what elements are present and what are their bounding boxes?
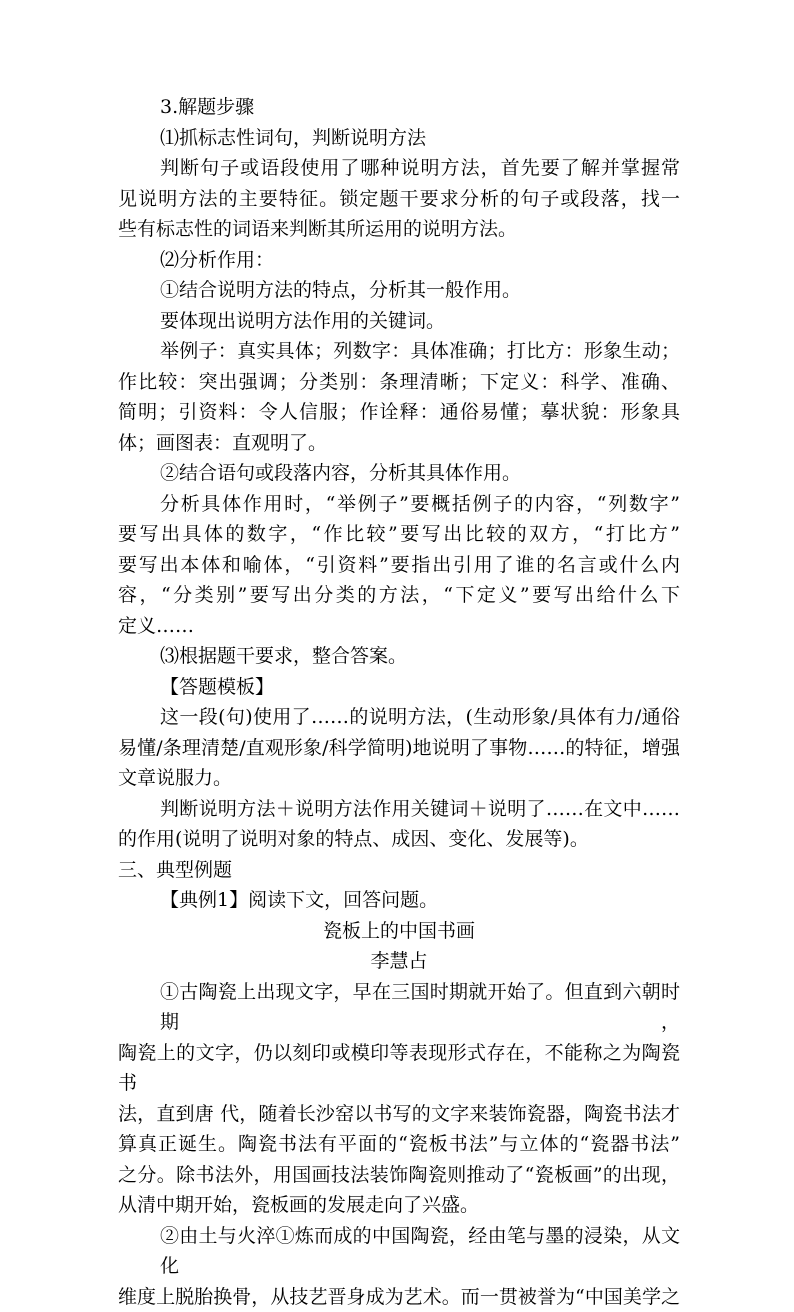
text-line: 瓷板上的中国书画 — [118, 916, 680, 947]
text-line: 陶瓷上的文字，仍以刻印或模印等表现形式存在，不能称之为陶瓷书 — [118, 1038, 680, 1099]
text-line: 三、典型例题 — [118, 855, 680, 886]
text-line: 【答题模板】 — [118, 672, 680, 703]
text-line: ⑶根据题干要求，整合答案。 — [118, 641, 680, 672]
text-line: 之分。除书法外，用国画技法装饰陶瓷则推动了“瓷板画”的出现， — [118, 1160, 680, 1191]
text-line: 文章说服力。 — [118, 763, 680, 794]
text-line: 见说明方法的主要特征。锁定题干要求分析的句子或段落，找一 — [118, 184, 680, 215]
text-line: 这一段(句)使用了……的说明方法，(生动形象/具体有力/通俗 — [118, 702, 680, 733]
document-body — [118, 92, 680, 1312]
text-line: 易懂/条理清楚/直观形象/科学简明)地说明了事物……的特征，增强 — [118, 733, 680, 764]
text-line: 容，“分类别”要写出分类的方法，“下定义”要写出给什么下 — [118, 580, 680, 611]
text-line: 举例子：真实具体；列数字：具体准确；打比方：形象生动； — [118, 336, 680, 367]
text-line: 从清中期开始，瓷板画的发展走向了兴盛。 — [118, 1190, 680, 1221]
text-line: 分析具体作用时，“举例子”要概括例子的内容，“列数字” — [118, 489, 680, 520]
text-line: ②结合语句或段落内容，分析其具体作用。 — [118, 458, 680, 489]
text-line: 法，直到唐 代，随着长沙窑以书写的文字来装饰瓷器，陶瓷书法才 — [118, 1099, 680, 1130]
text-line: ①古陶瓷上出现文字，早在三国时期就开始了。但直到六朝时期， — [118, 977, 680, 1038]
text-line: ⑴抓标志性词句，判断说明方法 — [118, 123, 680, 154]
text-line: 定义…… — [118, 611, 680, 642]
text-line: 判断句子或语段使用了哪种说明方法，首先要了解并掌握常 — [118, 153, 680, 184]
text-line: 的作用(说明了说明对象的特点、成因、变化、发展等)。 — [118, 824, 680, 855]
text-line: 【典例1】阅读下文，回答问题。 — [118, 885, 680, 916]
text-line: 3.解题步骤 — [118, 92, 680, 123]
text-line: 体；画图表：直观明了。 — [118, 428, 680, 459]
text-line: 要写出本体和喻体，“引资料”要指出引用了谁的名言或什么内 — [118, 550, 680, 581]
text-line: 要体现出说明方法作用的关键词。 — [118, 306, 680, 337]
text-line: ①结合说明方法的特点，分析其一般作用。 — [118, 275, 680, 306]
text-line: 算真正诞生。陶瓷书法有平面的“瓷板书法”与立体的“瓷器书法” — [118, 1129, 680, 1160]
text-line: ⑵分析作用： — [118, 245, 680, 276]
text-line: 判断说明方法＋说明方法作用关键词＋说明了……在文中…… — [118, 794, 680, 825]
text-line: 要写出具体的数字，“作比较”要写出比较的双方，“打比方” — [118, 519, 680, 550]
text-line: 李慧占 — [118, 946, 680, 977]
text-line: 些有标志性的词语来判断其所运用的说明方法。 — [118, 214, 680, 245]
text-line: 简明；引资料：令人信服；作诠释：通俗易懂；摹状貌：形象具 — [118, 397, 680, 428]
text-line: 作比较：突出强调；分类别：条理清晰；下定义：科学、准确、 — [118, 367, 680, 398]
text-line: ②由土与火淬①炼而成的中国陶瓷，经由笔与墨的浸染，从文化 — [118, 1221, 680, 1282]
text-line: 维度上脱胎换骨，从技艺晋身成为艺术。而一贯被誉为“中国美学之 — [118, 1282, 680, 1312]
